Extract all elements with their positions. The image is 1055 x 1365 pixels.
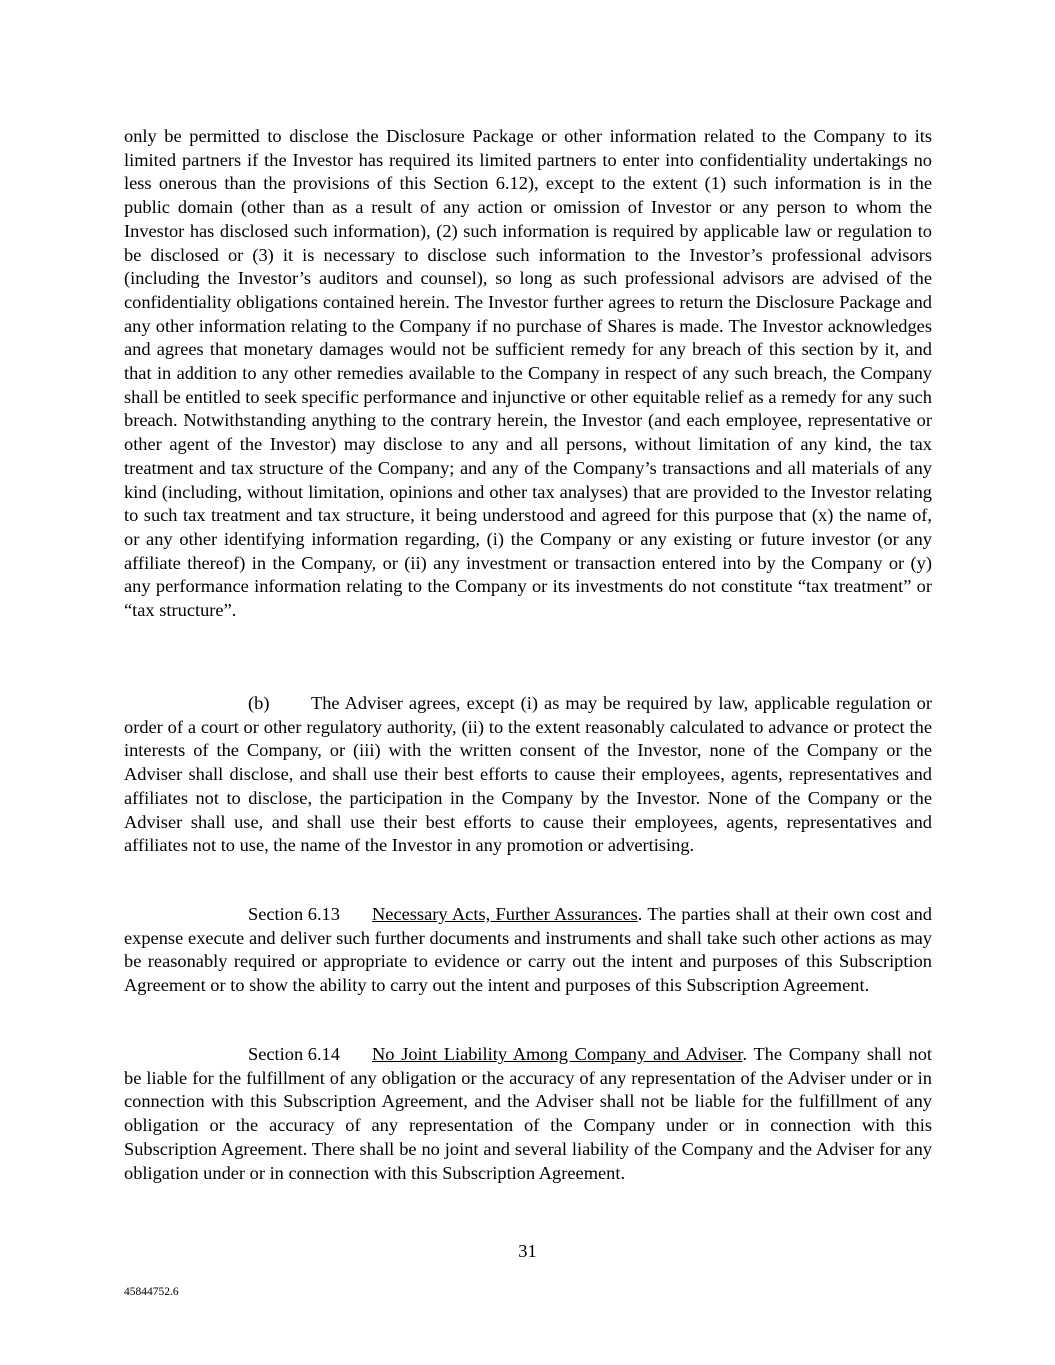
section-heading: No Joint Liability Among Company and Adviser [372, 1044, 743, 1064]
paragraph-6-12-b [124, 692, 932, 858]
section-text: . The parties shall at their own cost and expense execute and deliver such further documents and instruments and shall take such other actions as may be reasonably required or appropriate to evidence or carry out the intent and purposes of this Subscription Agreement or to show the ability to carry out the intent and purposes of this Subscription Agreement. [124, 904, 932, 996]
subsection-text: The Adviser agrees, except (i) as may be required by law, applicable regulation or order of a court or other regulatory authority, (ii) to the extent reasonably calculated to advance or protect the interests of the Company, or (iii) with the written consent of the Investor, none of the Company or the Adviser shall disclose, and shall use their best efforts to cause their employees, agents, representatives and affiliates not to disclose, the participation in the Company by the Investor. None of the Company or the Adviser shall use, and shall use their best efforts to cause their employees, agents, representatives and affiliates not to use, the name of the Investor in any promotion or advertising. [124, 693, 932, 856]
section-heading: Necessary Acts, Further Assurances [372, 904, 638, 924]
paragraph-confidentiality-continued: only be permitted to disclose the Disclosure Package or other information related to the Company to its limited partners if the Investor has required its limited partners to enter into confidentiality undertakings no less onerous than the provisions of this Section 6.12), except to the extent (1) such information is in the public domain (other than as a result of any action or omission of Investor or any person to whom the Investor has disclosed such information), (2) such information is required by applicable law or regulation to be disclosed or (3) it is necessary to disclose such information to the Investor’s professional advisors (including the Investor’s auditors and counsel), so long as such professional advisors are advised of the confidentiality obligations contained herein. The Investor further agrees to return the Disclosure Package and any other information relating to the Company if no purchase of Shares is made. The Investor acknowledges and agrees that monetary damages would not be sufficient remedy for any breach of this section by it, and that in addition to any other remedies available to the Company in respect of any such breach, the Company shall be entitled to seek specific performance and injunctive or other equitable relief as a remedy for any such breach. Notwithstanding anything to the contrary herein, the Investor (and each employee, representative or other agent of the Investor) may disclose to any and all persons, without limitation of any kind, the tax treatment and tax structure of the Company; and any of the Company’s transactions and all materials of any kind (including, without limitation, opinions and other tax analyses) that are provided to the Investor relating to such tax treatment and tax structure, it being understood and agreed for this purpose that (x) the name of, or any other identifying information regarding, (i) the Company or any existing or future investor (or any affiliate thereof) in the Company, or (ii) any investment or transaction entered into by the Company or (y) any performance information relating to the Company or its investments do not constitute “tax treatment” or “tax structure”. [124, 126, 932, 621]
subsection-label: (b) [248, 693, 270, 713]
section-text: . The Company shall not be liable for the fulfillment of any obligation or the accuracy of any representation of the Adviser under or in connection with this Subscription Agreement, and the Adviser shall not be liable for the fulfillment of any obligation or the accuracy of any representation of the Company under or in connection with this Subscription Agreement. There shall be no joint and several liability of the Company and the Adviser for any obligation under or in connection with this Subscription Agreement. [124, 1044, 932, 1183]
page-number: 31 [518, 1241, 537, 1261]
section-number: Section 6.14 [248, 1044, 340, 1064]
document-id: 45844752.6 [124, 1286, 179, 1298]
section-number: Section 6.13 [248, 904, 340, 924]
paragraph-section-6-13 [124, 903, 932, 998]
paragraph-section-6-14 [124, 1043, 932, 1185]
